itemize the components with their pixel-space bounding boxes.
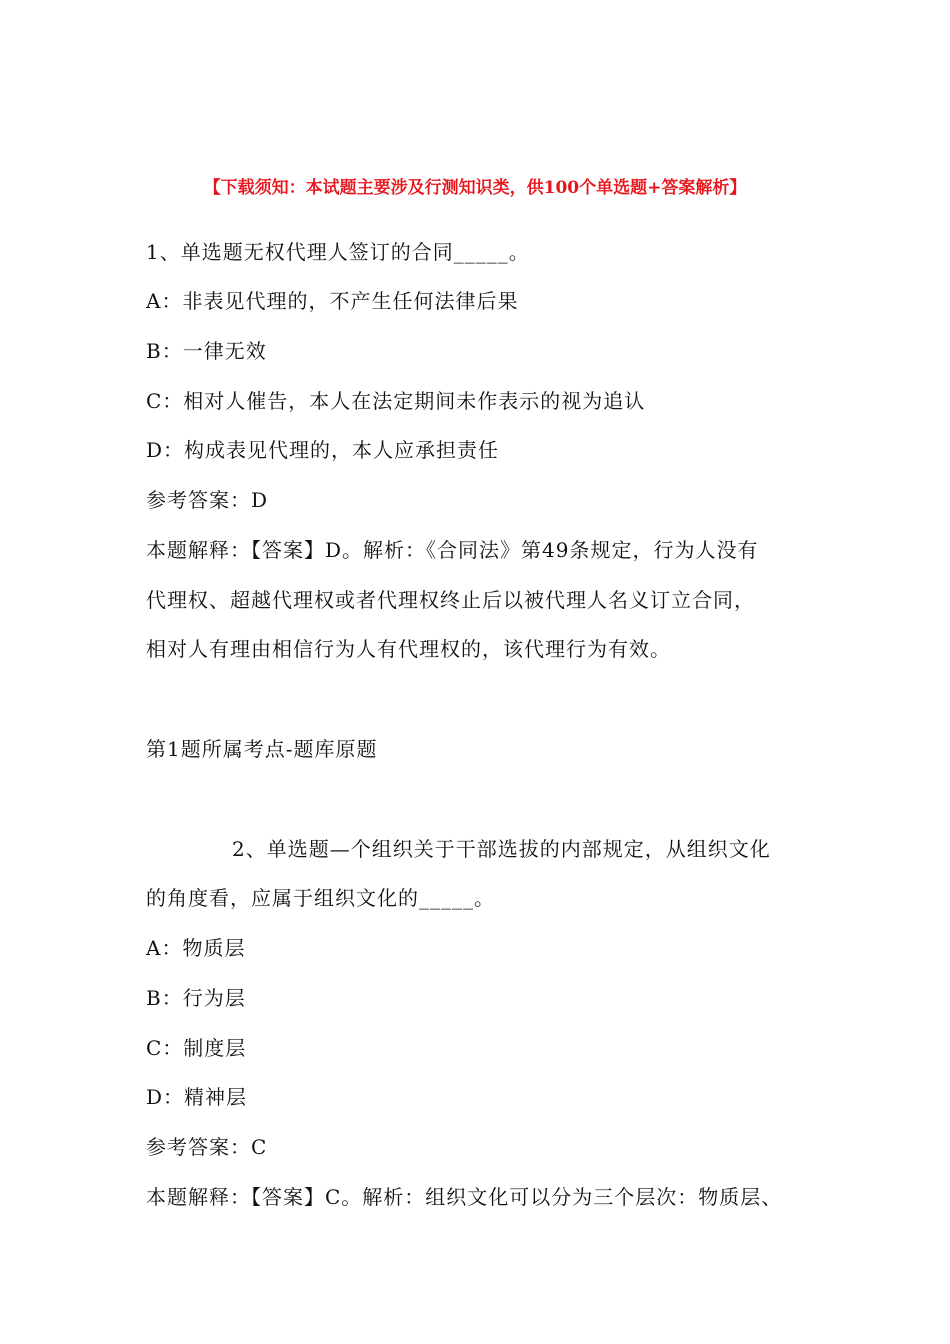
question-1-answer: 参考答案：D — [146, 488, 269, 512]
question-2-explanation-line: 本题解释：【答案】C。解析：组织文化可以分为三个层次：物质层、 — [146, 1185, 783, 1209]
question-1-explanation-line: 代理权、超越代理权或者代理权终止后以被代理人名义订立合同， — [146, 588, 755, 612]
question-1-option-b: B：一律无效 — [146, 339, 267, 363]
question-1-explanation-line: 相对人有理由相信行为人有代理权的，该代理行为有效。 — [146, 637, 671, 661]
question-2-option-a: A：物质层 — [146, 936, 246, 960]
question-2-option-b: B：行为层 — [146, 986, 246, 1010]
question-1-stem: 1、单选题无权代理人签订的合同_____。 — [146, 240, 530, 264]
question-2-stem-line: 的角度看，应属于组织文化的_____。 — [146, 886, 495, 910]
question-1-source: 第1题所属考点-题库原题 — [146, 737, 378, 761]
download-notice: 【下载须知：本试题主要涉及行测知识类，供100个单选题+答案解析】 — [203, 178, 747, 198]
question-1-option-c: C：相对人催告，本人在法定期间未作表示的视为追认 — [146, 389, 646, 413]
question-1-option-a: A：非表见代理的，不产生任何法律后果 — [146, 289, 519, 313]
question-2-stem-line: 2、单选题—个组织关于干部选拔的内部规定，从组织文化 — [232, 837, 771, 861]
question-1-option-d: D：构成表见代理的，本人应承担责任 — [146, 438, 500, 462]
question-2-answer: 参考答案：C — [146, 1135, 268, 1159]
question-2-option-c: C：制度层 — [146, 1036, 247, 1060]
question-2-option-d: D：精神层 — [146, 1085, 248, 1109]
question-1-explanation-line: 本题解释：【答案】D。解析：《合同法》第49条规定，行为人没有 — [146, 538, 759, 562]
